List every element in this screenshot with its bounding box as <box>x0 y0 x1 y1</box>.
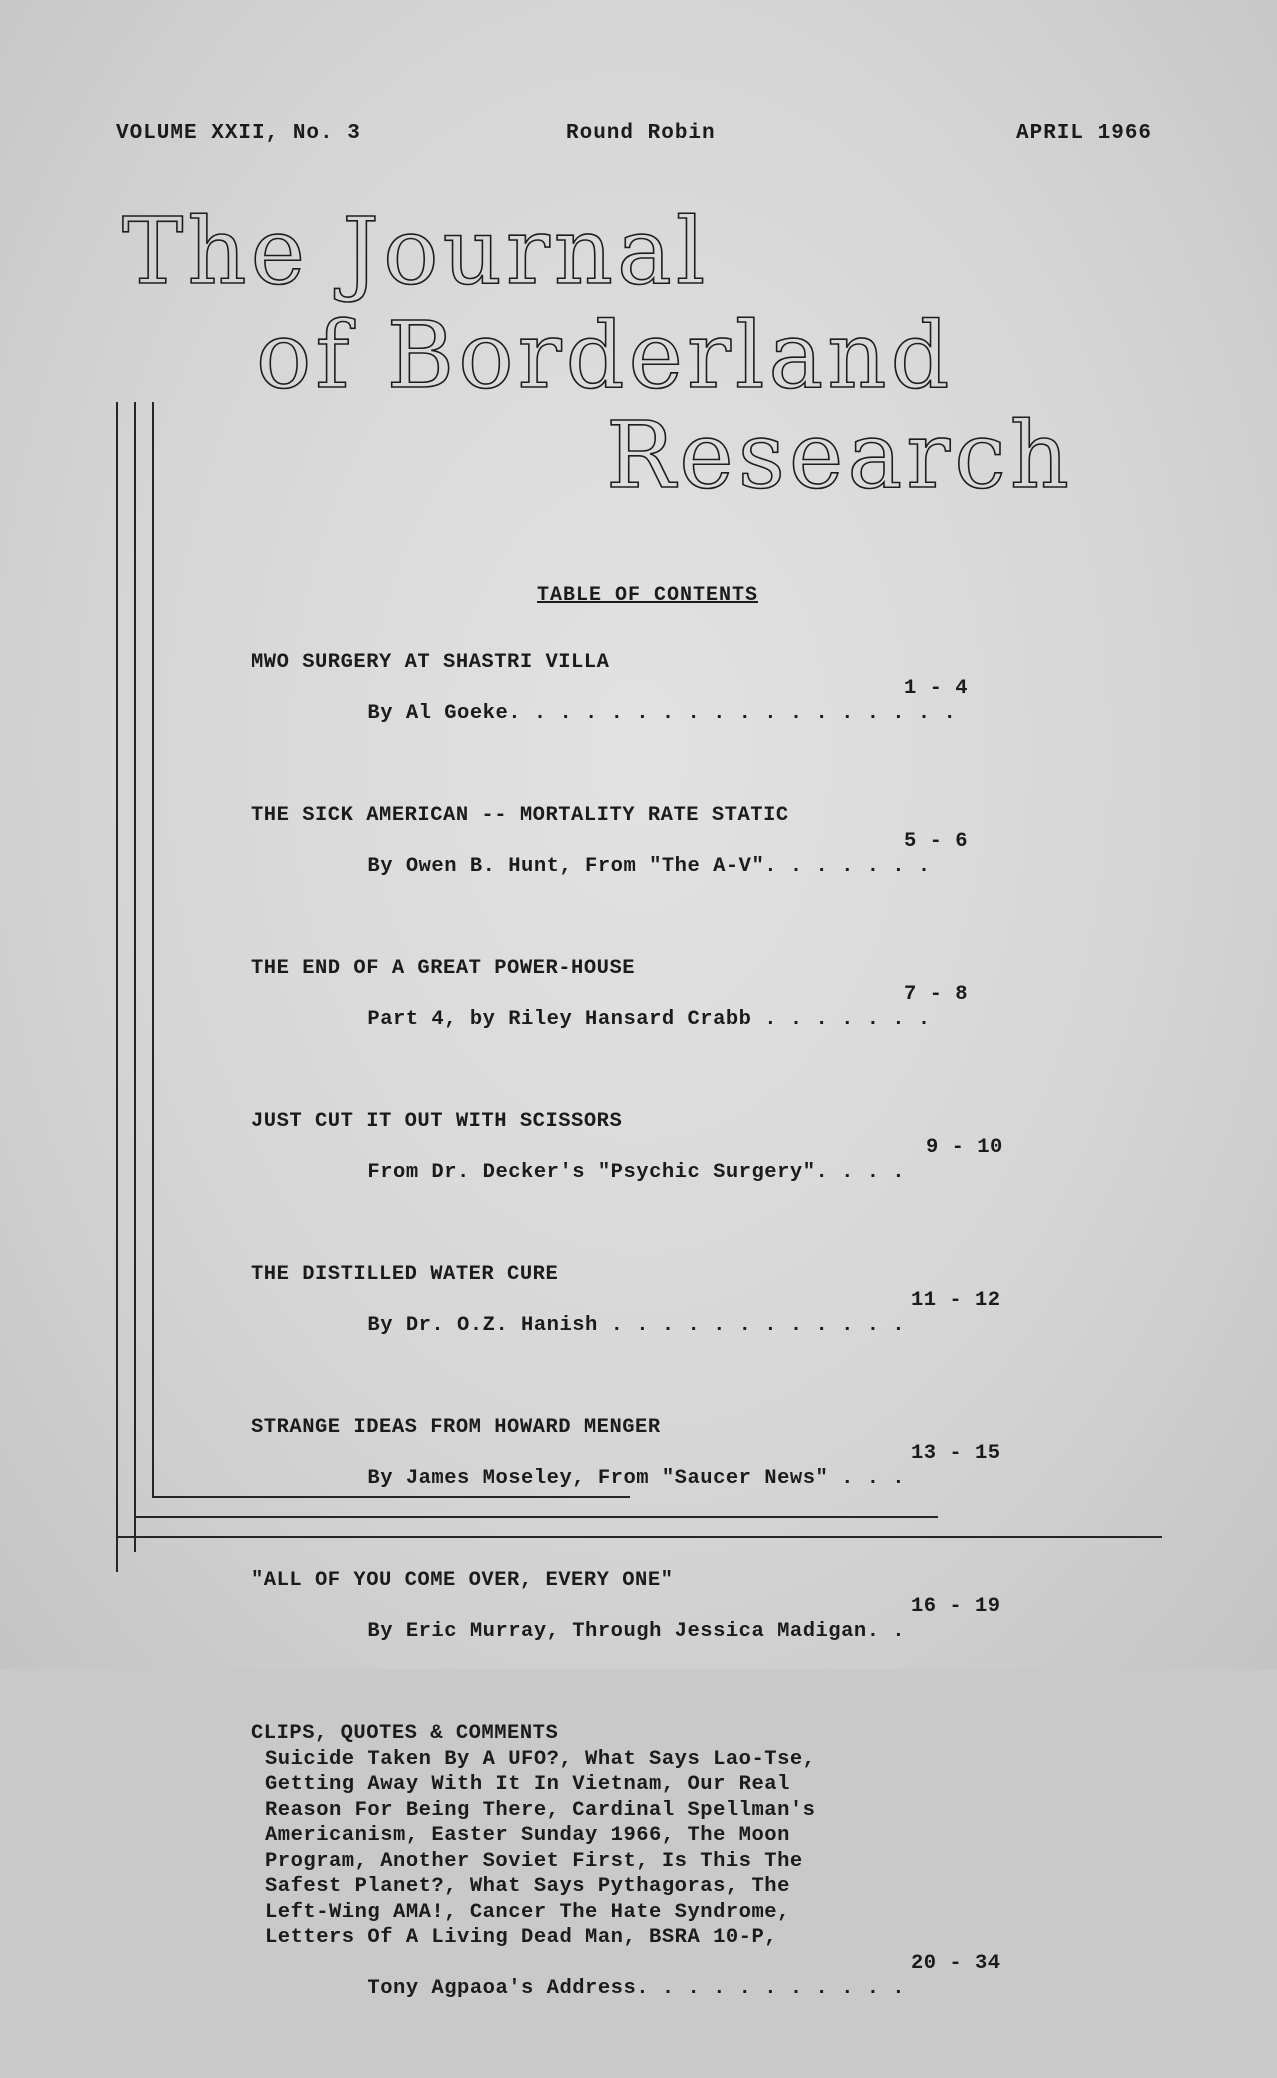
clips-line: Safest Planet?, What Says Pythagoras, The <box>265 1875 790 1898</box>
clips-line: Left-Wing AMA!, Cancer The Hate Syndrome, <box>265 1900 790 1924</box>
entry-byline: By Eric Murray, Through Jessica Madigan. . <box>367 1620 906 1643</box>
entry-pages: 16 - 19 <box>911 1594 1001 1618</box>
frame-rule-middle <box>134 402 136 1552</box>
toc-entry <box>251 650 1031 778</box>
clips-line: Getting Away With It In Vietnam, Our Real <box>265 1773 790 1796</box>
toc-entry-clips <box>251 1721 1031 2053</box>
entry-byline-row <box>251 1594 1031 1696</box>
entry-byline-row <box>251 1951 1031 2053</box>
section-name: Round Robin <box>566 122 716 145</box>
entry-byline: By James Moseley, From "Saucer News" . . . <box>367 1467 906 1490</box>
entry-byline-row <box>251 1135 1031 1237</box>
toc-entry <box>251 803 1031 931</box>
entry-title: MWO SURGERY AT SHASTRI VILLA <box>251 651 610 674</box>
frame-rule-inner <box>152 402 154 1498</box>
clips-line: Suicide Taken By A UFO?, What Says Lao-Tse, <box>265 1747 816 1771</box>
entry-title: THE SICK AMERICAN -- MORTALITY RATE STATIC <box>251 804 789 827</box>
entry-pages: 1 - 4 <box>904 676 969 700</box>
frame-rule-outer <box>116 402 118 1572</box>
toc-entry <box>251 1109 1031 1237</box>
entry-title: THE END OF A GREAT POWER-HOUSE <box>251 957 636 980</box>
entry-title: THE DISTILLED WATER CURE <box>251 1263 559 1286</box>
table-of-contents <box>251 650 1031 2078</box>
title-line-3: Research <box>606 402 1073 509</box>
entry-pages: 13 - 15 <box>911 1441 1001 1465</box>
clips-line: Letters Of A Living Dead Man, BSRA 10-P, <box>265 1926 778 1949</box>
toc-entry <box>251 956 1031 1084</box>
entry-title: CLIPS, QUOTES & COMMENTS <box>251 1722 559 1745</box>
clips-last-line: Tony Agpaoa's Address. . . . . . . . . . . <box>367 1977 906 2000</box>
entry-byline-row <box>251 1441 1031 1543</box>
clips-line: Americanism, Easter Sunday 1966, The Moon <box>265 1824 790 1847</box>
issue-date: APRIL 1966 <box>1016 122 1153 145</box>
title-line-1: The Journal <box>122 198 710 305</box>
entry-pages: 9 - 10 <box>926 1135 1003 1159</box>
entry-pages: 5 - 6 <box>904 829 969 853</box>
clips-line: Reason For Being There, Cardinal Spellman's <box>265 1798 816 1822</box>
entry-title: STRANGE IDEAS FROM HOWARD MENGER <box>251 1416 661 1439</box>
toc-entry <box>251 1568 1031 1696</box>
entry-pages: 20 - 34 <box>911 1951 1001 1975</box>
entry-title: JUST CUT IT OUT WITH SCISSORS <box>251 1110 623 1133</box>
entry-byline-row <box>251 829 1031 931</box>
toc-heading: TABLE OF CONTENTS <box>537 584 759 607</box>
entry-title: "ALL OF YOU COME OVER, EVERY ONE" <box>251 1569 674 1592</box>
entry-byline: By Dr. O.Z. Hanish . . . . . . . . . . . . <box>367 1314 906 1337</box>
entry-byline-row <box>251 676 1031 778</box>
volume-number: VOLUME XXII, No. 3 <box>116 122 361 145</box>
toc-entry <box>251 1262 1031 1390</box>
entry-byline: By Al Goeke. . . . . . . . . . . . . . . . . . <box>367 702 957 725</box>
entry-pages: 7 - 8 <box>904 982 969 1006</box>
entry-byline: Part 4, by Riley Hansard Crabb . . . . . . . <box>367 1008 931 1031</box>
entry-pages: 11 - 12 <box>911 1288 1001 1312</box>
entry-byline: From Dr. Decker's "Psychic Surgery". . . . <box>367 1161 906 1184</box>
toc-entry <box>251 1415 1031 1543</box>
clips-line: Program, Another Soviet First, Is This The <box>265 1849 803 1873</box>
entry-byline: By Owen B. Hunt, From "The A-V". . . . . . . <box>367 855 931 878</box>
entry-byline-row <box>251 982 1031 1084</box>
entry-byline-row <box>251 1288 1031 1390</box>
title-line-2: of Borderland <box>256 302 954 409</box>
